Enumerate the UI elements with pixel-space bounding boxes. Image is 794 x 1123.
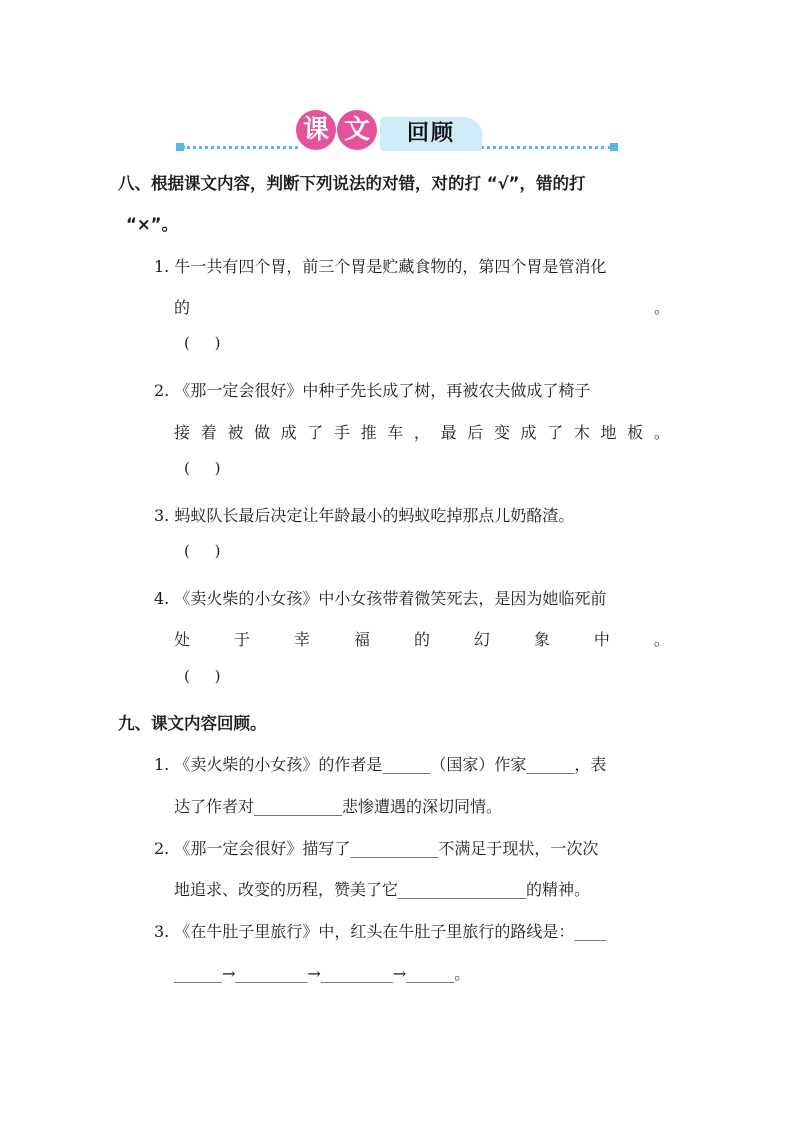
answer-paren-8-4[interactable]: ( ) bbox=[184, 667, 231, 685]
section-8-title-line-1: 八、根据课文内容，判断下列说法的对错，对的打 “√”，错的打 bbox=[118, 174, 586, 193]
question-8-4-char: 福 bbox=[353, 630, 370, 649]
question-8-2-char: ， bbox=[413, 423, 430, 442]
header-tag: 回顾 bbox=[380, 117, 482, 151]
question-8-2-char: 了 bbox=[307, 423, 324, 442]
answer-paren-8-3[interactable]: ( ) bbox=[184, 542, 231, 560]
header-circle-char-2: 文 bbox=[337, 110, 377, 150]
question-8-2-char: 做 bbox=[253, 423, 270, 442]
question-8-2-char: 接 bbox=[174, 423, 191, 442]
question-8-3-line-1: 3. 蚂蚁队长最后决定让年龄最小的蚂蚁吃掉那点儿奶酪渣。 bbox=[154, 506, 575, 525]
section-8-title-line-2: “×”。 bbox=[126, 215, 179, 234]
question-8-4-line-2 bbox=[174, 627, 670, 650]
question-8-4-char: 的 bbox=[413, 630, 430, 649]
question-8-2-char: 成 bbox=[280, 423, 297, 442]
question-8-2-char: 后 bbox=[467, 423, 484, 442]
question-8-2-char: 车 bbox=[387, 423, 404, 442]
dotted-divider-left bbox=[182, 146, 298, 149]
question-8-4-char: 。 bbox=[653, 630, 670, 649]
question-8-2-line-2 bbox=[174, 420, 670, 443]
question-8-4-line-1: 4. 《卖火柴的小女孩》中小女孩带着微笑死去，是因为她临死前 bbox=[154, 589, 607, 608]
dotted-divider-right bbox=[480, 146, 612, 149]
question-8-2-char: 。 bbox=[653, 423, 670, 442]
question-8-4-char: 幻 bbox=[473, 630, 490, 649]
question-8-2-char: 最 bbox=[440, 423, 457, 442]
question-8-2-char: 被 bbox=[227, 423, 244, 442]
question-8-2-char: 着 bbox=[200, 423, 217, 442]
question-8-2-char: 变 bbox=[493, 423, 510, 442]
divider-endpoint-right bbox=[610, 143, 618, 151]
answer-paren-8-2[interactable]: ( ) bbox=[184, 459, 231, 477]
question-8-4-char: 于 bbox=[233, 630, 250, 649]
question-8-2-char: 推 bbox=[360, 423, 377, 442]
divider-endpoint-left bbox=[176, 143, 184, 151]
question-9-3-line-1: 3. 《在牛肚子里旅行》中，红头在牛肚子里旅行的路线是：____ bbox=[154, 922, 607, 941]
section-header-banner bbox=[0, 0, 794, 160]
question-9-1-line-1: 1. 《卖火柴的小女孩》的作者是______（国家）作家______，表 bbox=[154, 755, 607, 774]
question-8-2-char: 成 bbox=[520, 423, 537, 442]
question-8-2-char: 板 bbox=[627, 423, 644, 442]
section-9-title: 九、课文内容回顾。 bbox=[118, 714, 267, 733]
question-8-1-end: 。 bbox=[653, 298, 670, 317]
header-circle-char-1: 课 bbox=[296, 110, 336, 150]
question-8-1-line-1: 1. 牛一共有四个胃，前三个胃是贮藏食物的，第四个胃是管消化 bbox=[154, 257, 607, 276]
question-8-2-char: 木 bbox=[573, 423, 590, 442]
question-8-2-line-1: 2. 《那一定会很好》中种子先长成了树，再被农夫做成了椅子 bbox=[154, 381, 591, 400]
question-8-2-char: 手 bbox=[333, 423, 350, 442]
question-8-1-start: 的 bbox=[174, 298, 191, 317]
question-8-2-char: 了 bbox=[547, 423, 564, 442]
question-9-3-line-2: ______→_________→_________→______。 bbox=[174, 964, 471, 983]
question-8-4-char: 象 bbox=[533, 630, 550, 649]
question-9-1-line-2: 达了作者对___________悲惨遭遇的深切同情。 bbox=[174, 797, 503, 816]
question-8-2-char: 地 bbox=[600, 423, 617, 442]
question-8-4-char: 中 bbox=[593, 630, 610, 649]
question-8-4-char: 处 bbox=[174, 630, 191, 649]
answer-paren-8-1[interactable]: ( ) bbox=[184, 334, 231, 352]
question-9-2-line-1: 2. 《那一定会很好》描写了___________不满足于现状，一次次 bbox=[154, 839, 599, 858]
question-9-2-line-2: 地追求、改变的历程，赞美了它________________的精神。 bbox=[174, 880, 591, 899]
question-8-1-line-2 bbox=[174, 295, 670, 318]
question-8-4-char: 幸 bbox=[293, 630, 310, 649]
